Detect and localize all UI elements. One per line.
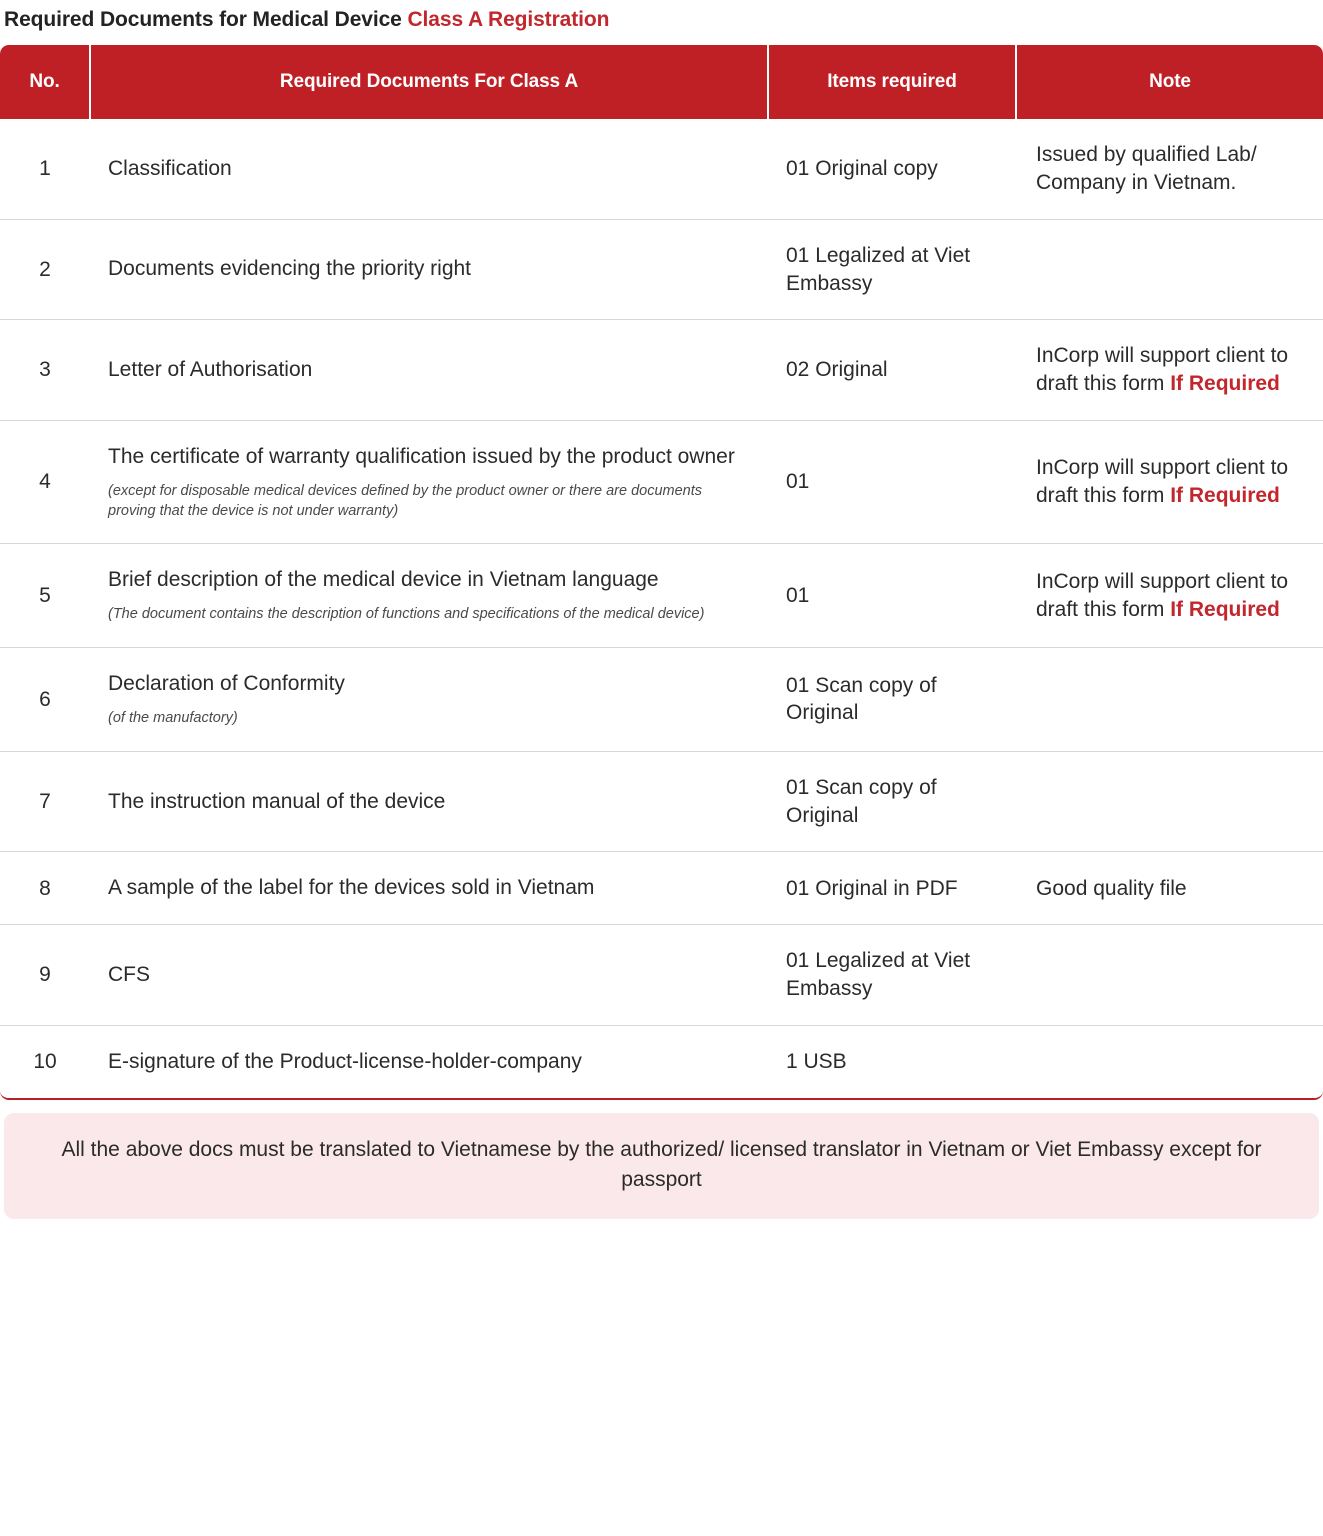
row-document-title: Brief description of the medical device in Vietnam language [108,568,659,592]
row-number: 7 [0,751,90,851]
row-document-title: CFS [108,963,150,987]
table-header [0,45,1323,119]
table-header-row [0,45,1323,119]
row-items-required: 01 [768,420,1016,544]
column-header-note: Note [1016,45,1323,119]
row-document-title: A sample of the label for the devices sold in Vietnam [108,876,595,900]
column-header-no: No. [0,45,90,119]
row-number: 2 [0,219,90,319]
row-document-cell [90,925,768,1025]
row-number: 5 [0,544,90,648]
table-row [0,420,1323,544]
row-items-required: 02 Original [768,320,1016,420]
row-document-title: E-signature of the Product-license-holder-company [108,1049,582,1073]
row-items-required: 01 Legalized at Viet Embassy [768,925,1016,1025]
row-note-cell [1016,1025,1323,1098]
row-document-cell [90,119,768,219]
table-row [0,544,1323,648]
row-number: 4 [0,420,90,544]
page-title-accent: Class A Registration [407,8,610,31]
column-header-document: Required Documents For Class A [90,45,768,119]
row-document-cell [90,420,768,544]
row-number: 9 [0,925,90,1025]
table-row [0,925,1323,1025]
row-document-title: Letter of Authorisation [108,357,313,381]
row-items-required: 01 Scan copy of Original [768,648,1016,752]
page-title-lead: Required Documents for Medical Device [4,8,408,31]
row-note-text: InCorp will support client to draft this form [1036,344,1289,395]
table-body [0,119,1323,1098]
row-document-title: Documents evidencing the priority right [108,257,472,281]
table-row [0,852,1323,925]
row-number: 6 [0,648,90,752]
documents-table-wrapper [0,45,1323,1100]
page-title [0,0,1323,34]
table-row [0,219,1323,319]
row-document-cell [90,751,768,851]
row-items-required: 1 USB [768,1025,1016,1098]
row-document-cell [90,1025,768,1098]
row-document-subnote: (except for disposable medical devices defined by the product owner or there are documents proving that the device is not under warranty) [108,482,703,519]
row-note-required-flag: If Required [1170,597,1280,621]
row-document-title: Classification [108,157,232,180]
row-note-cell [1016,925,1323,1025]
footer-note-banner: All the above docs must be translated to Vietnamese by the authorized/ licensed translator in Vietnam or Viet Embassy except for passport [4,1113,1319,1219]
row-document-cell [90,544,768,648]
table-row [0,1025,1323,1098]
row-document-cell [90,852,768,925]
table-row [0,320,1323,420]
row-number: 1 [0,119,90,219]
table-row [0,119,1323,219]
column-header-items: Items required [768,45,1016,119]
row-note-text: Good quality file [1036,876,1187,900]
table-row [0,751,1323,851]
table-row [0,648,1323,752]
row-items-required: 01 [768,544,1016,648]
row-document-subnote: (of the manufactory) [108,710,238,727]
row-number: 8 [0,852,90,925]
row-note-cell [1016,320,1323,420]
row-document-cell [90,219,768,319]
row-document-title: Declaration of Conformity [108,672,345,696]
row-note-text: Issued by qualified Lab/ Company in Vietnam. [1036,143,1257,195]
row-document-subnote: (The document contains the description of functions and specifications of the medical device) [108,606,705,623]
row-document-title: The instruction manual of the device [108,789,446,813]
row-note-cell [1016,219,1323,319]
row-number: 10 [0,1025,90,1098]
row-note-cell [1016,119,1323,219]
row-document-title: The certificate of warranty qualification issued by the product owner [108,444,735,468]
documents-table [0,45,1323,1098]
row-document-cell [90,320,768,420]
row-items-required: 01 Legalized at Viet Embassy [768,219,1016,319]
row-note-cell [1016,648,1323,752]
row-note-cell [1016,544,1323,648]
row-note-required-flag: If Required [1170,483,1280,507]
row-note-text: InCorp will support client to draft this form [1036,456,1289,507]
row-items-required: 01 Scan copy of Original [768,751,1016,851]
row-number: 3 [0,320,90,420]
row-note-cell [1016,852,1323,925]
row-note-required-flag: If Required [1170,371,1280,395]
row-note-text: InCorp will support client to draft this form [1036,569,1289,621]
row-note-cell [1016,420,1323,544]
row-document-cell [90,648,768,752]
row-note-cell [1016,751,1323,851]
row-items-required: 01 Original in PDF [768,852,1016,925]
row-items-required: 01 Original copy [768,119,1016,219]
